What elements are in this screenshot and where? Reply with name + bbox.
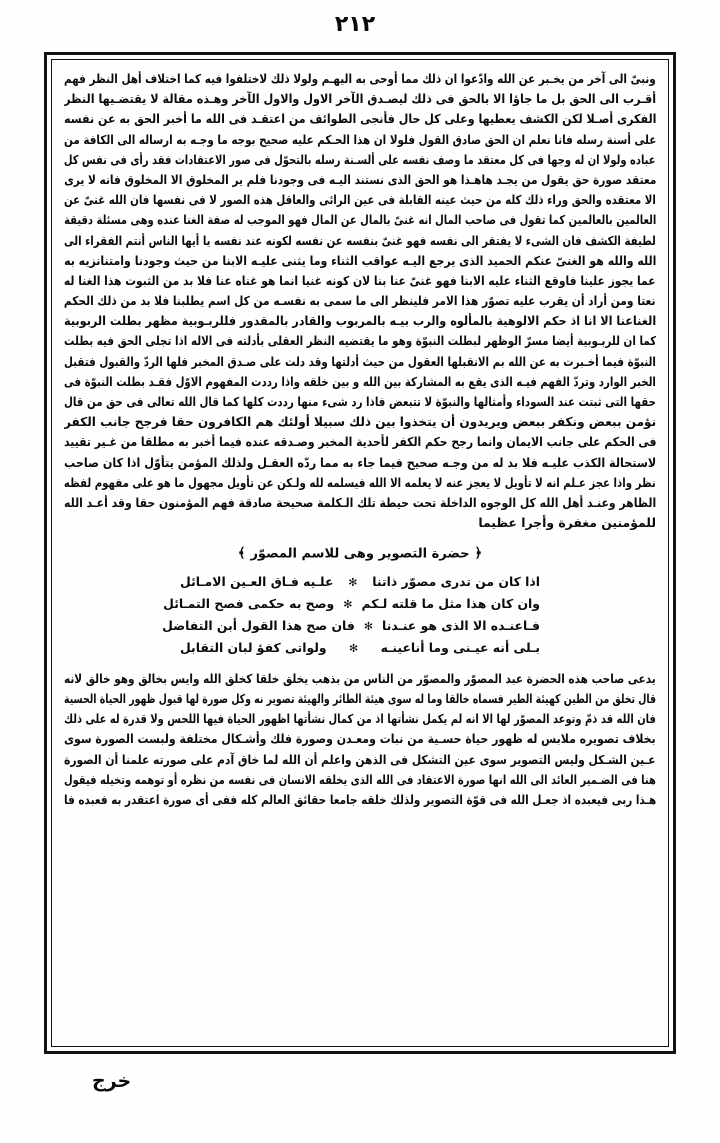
prose-line-text: عـين الشـكل وليس التصوير سوى عين التشكل فى الذهن واعلم أن الله لما خاق آدم على صورته علمنا أن الصورة — [64, 751, 656, 767]
prose-line-text: لاستحالة الكذب عليـه فلا بد له من وجـه صحيح فيما جاء به مما ردّه العقـل ولذلك المؤمن يتأوّل اذا كان صاحب — [64, 454, 656, 470]
prose-line — [64, 392, 656, 412]
prose-paragraph-top — [64, 69, 656, 533]
prose-line — [64, 311, 656, 331]
prose-line — [64, 231, 656, 251]
folio-number: ٢١٢ — [334, 12, 376, 37]
prose-line — [64, 210, 656, 230]
prose-line-text: فى الحكم على جانب الايمان وانما رجح حكم الكفر لأحدية المخبر وصـدقه عنده فيما أخبر به مطلقا من غـير تقييد — [64, 434, 656, 450]
prose-line — [64, 412, 656, 432]
prose-line-text: على أسنة رسله فانا نعلم ان الحق صادق القول فلولا ان هذا الحـكم عليه صحيح بوجه ما وجـه به ارساله الى الكافة من — [64, 131, 656, 147]
prose-line-text: قال تخلق من الطين كهيئة الطير فسماه خالقا وما له سوى هيئة الطائر والهيئة تصوير نه وكل صورة لها قبول ظهور الحياة الحسية — [64, 691, 656, 706]
section-heading — [64, 544, 656, 565]
prose-line — [64, 331, 656, 351]
verse-separator-icon: ✻ — [348, 641, 359, 655]
verse-separator-icon: ✻ — [343, 597, 353, 611]
prose-line-text: حقها التى ثبتت عند السوداء وأمثالها والنبوّة لا تتبعض فاذا رد شىء منها رددت كلها كما قال الله تعالى فى حق من قال — [64, 394, 656, 409]
prose-line — [64, 689, 656, 709]
prose-line — [64, 669, 656, 689]
prose-line-text: كما ان للربـوبية أيضا مسرّ الوظهر لبطلت النبوّة وهو ما يقتضيه النظر العقلى بأدلته فى الاله اذا تجلى الحق فيه بطلت — [64, 333, 656, 349]
prose-line-text: العالمين بالعالمين كما تقول فى صاحب المال انه غنىّ بالمال عن المال فهو الموجب له صفة الغنا عنده وهى مسئلة دقيقة — [64, 212, 656, 228]
prose-line — [64, 150, 656, 170]
prose-line — [64, 69, 656, 89]
prose-line-text: الا معتقده والحق وراء ذلك كله من حيث عينه القابلة فى عين الرائى والعاقل هذه الصور لا فى نفسها فان الله غنىّ عن — [64, 192, 656, 208]
verse-line — [163, 593, 540, 615]
prose-line-text: الظاهر وعنـد أهل الله كل الوجوه الداخلة تحت حيطة تلك الـكلمة صحيحة صادقة فهم المؤمنون حقا وقد أعـد الله — [64, 494, 656, 510]
verse-hemistich-first: فـاعنـده الا الذى هو عنـدنا — [382, 617, 540, 633]
prose-line — [64, 291, 656, 311]
prose-line — [64, 790, 656, 810]
prose-line-text: نعتا ومن أراد أن يقرب عليه تصوّر هذا الامر فلينظر الى ما سمى به نفسـه من كل اسم يطلبنا فلا بد من ذلك الحكم — [64, 293, 656, 309]
prose-line — [64, 352, 656, 372]
section-heading-text: حضرة التصوير وهى للاسم المصوّر — [250, 546, 470, 562]
prose-line-text: للمؤمنين مغفرة وأجرا عظيما — [478, 515, 656, 531]
prose-line — [64, 473, 656, 493]
page-frame-outer — [44, 52, 676, 1054]
prose-line — [64, 709, 656, 729]
prose-line-text: هـذا ربى فيعبده اذ جعـل الله فى قوّة التصوير ولذلك خلقه جامعا حقائق العالم كله ففى أى صورة اعتقدر به فعبده فا — [64, 791, 656, 807]
verse-hemistich-second: فان صح هذا القول أبن التفاضل — [162, 617, 355, 633]
prose-line-text: هنا فى الضـمير العائد الى الله انها صورة الاعتقاد فى الله الذى يخلقه الانسان فى نفسه من نظره أو توهمه وتخيله فيقول — [64, 771, 656, 787]
prose-line-text: النبوّة فيما أخـبرت به عن الله بم الانقبلها العقول من حيث أدلتها وقد دلت على صـدق المخبر فلها الردّ والقبول فتقبل — [64, 353, 656, 369]
prose-line — [64, 770, 656, 790]
catchword: خرج — [92, 1070, 132, 1092]
prose-line-text: نظر واذا عجز عـلم انه لا تأويل لا يعجز عنه لا يعلمه الا الله فيسلمه لله ولـكن عن تأويل مجهول ما هو على مفهوم لفظه — [64, 474, 656, 490]
verse-hemistich-second: ولواتى كفؤ لبان التقابل — [180, 639, 327, 655]
prose-line-text: أقـرب الى الحق بل ما جاؤا الا بالحق فى ذلك ليصـدق الآخر الاول والاول الآخر وهـذه مقالة لا يقتضـيها النظر — [64, 91, 656, 107]
verse-line — [180, 637, 540, 659]
prose-line-text: ونبىّ الى آخر من يخـبر عن الله وادّعوا ان ذلك مما أوحى به اليهـم ولولا ذلك لاختلفوا فيه كما اختلاف أهل النظر فهم — [64, 71, 656, 86]
text-block — [64, 69, 656, 1037]
prose-line — [64, 750, 656, 770]
prose-line-text: الخبر الوارد وتردّ الفهم فيـه الذى يقع به المشاركة بين الله و بين خلقه واذا رددت المفهوم الاوّل فقـد بطلت النبوّة فى — [64, 373, 656, 389]
prose-line-text: بخلاف تصويره ملابس له ظهور حياة حسـية من نبات ومعـدن وصورة فلك وأشـكال مختلفة ولبست الصورة سوى — [64, 731, 656, 747]
prose-line-text: لطيفة الكشف فان الشىء لا يفتقر الى نفسه فهو غنىّ بنفسه عن نفسه لكونه عند نفسه يا أيها الناس أنتم الفقراء الى — [64, 232, 656, 248]
prose-line — [64, 432, 656, 452]
prose-line-text: الفكرى أصـلا لكن الكشف يعطيها وعلى كل حال فأنجى الطوائف من اعتقـد فى الله ما أخبر الحق به عن نفسه — [64, 111, 656, 127]
prose-line — [64, 729, 656, 749]
page-frame-inner — [51, 59, 669, 1047]
heading-ornament-left-icon: ﴾ — [237, 546, 246, 562]
prose-line-text: عما يجوز علينا فاوقع الثناء عليه الابنا فهو غنىّ عنا بنا لان كونه غنيا انما هو غناه عنا فلا بد من الثبوت هذا الغنا له — [64, 272, 656, 288]
verse-hemistich-second: وصح به حكمى فصح التمـائل — [163, 595, 335, 611]
verse-separator-icon: ✻ — [348, 575, 358, 589]
prose-line-text: فان الله قد ذمّ وتوعد المصوّر لها الا انه لم يكمل نشأتها اذ من كمال نشأتها اظهور الحياة فيها اللحس ولا قدرة له على ذلك — [64, 711, 656, 727]
prose-line — [64, 190, 656, 210]
prose-line — [64, 493, 656, 513]
prose-line — [64, 89, 656, 109]
prose-line-text: الله والله هو الغنىّ عنكم الحميد الذى يرجع اليـه عواقب الثناء وما يثنى عليـه الابنا من حيث وجودنا وامتنانزيه به — [64, 252, 656, 268]
prose-line — [64, 372, 656, 392]
prose-line-text: نؤمن ببعض ونكفر ببعض ويريدون أن يتخذوا بين ذلك سبيلا أولئك هم الكافرون حقا فرجح جانب الكفر — [64, 414, 656, 430]
prose-line-text: يدعى صاحب هذه الحضرة عبد المصوّر والمصوّر من الناس من بذهب يخلق خلقا كخلق الله وايس بخالق وهو خالق لانه — [64, 670, 656, 686]
verse-hemistich-first: بـلى أنه عيـنى وما أناعينـه — [380, 639, 540, 655]
verse-line — [180, 571, 540, 593]
verse-spacer — [64, 662, 656, 669]
verse-line — [162, 615, 540, 637]
verse-block — [162, 571, 540, 659]
prose-line — [64, 513, 656, 533]
verse-hemistich-first: اذا كان من تدرى مصوّر ذاتنا — [372, 573, 540, 589]
prose-line — [64, 271, 656, 291]
verse-separator-icon: ✻ — [363, 619, 374, 633]
prose-line-text: عباده ولولا ان له وجها فى كل معتقد ما وصف نفسه على ألسـنة رسله بالتحوّل فى صور الاعتقادات فقد رأى فى نفس كل — [64, 151, 656, 167]
verse-hemistich-second: علـيه فـاق العـين الامـائل — [180, 573, 334, 589]
heading-ornament-right-icon: ﴿ — [474, 546, 483, 562]
verse-hemistich-first: وان كان هذا مثل ما قلته لـكم — [361, 595, 540, 611]
prose-line — [64, 251, 656, 271]
prose-line — [64, 130, 656, 150]
prose-paragraph-bottom — [64, 669, 656, 810]
prose-line-text: الغناعنا الا انا اذ حكم الالوهية بالمألوه والرب بيـه بالمربوب والقادر بالمقدور فللربـوبية مظهر بطلت الربوبية — [64, 313, 656, 329]
prose-line — [64, 170, 656, 190]
prose-line-text: معتقد صورة حق يقول من يجـد هاهـذا هو الحق الذى نستند اليـه فى وجودنا فلم ير المخلوق الا المخلوق فانه لا يرى — [64, 171, 656, 187]
prose-line — [64, 109, 656, 129]
prose-line — [64, 453, 656, 473]
